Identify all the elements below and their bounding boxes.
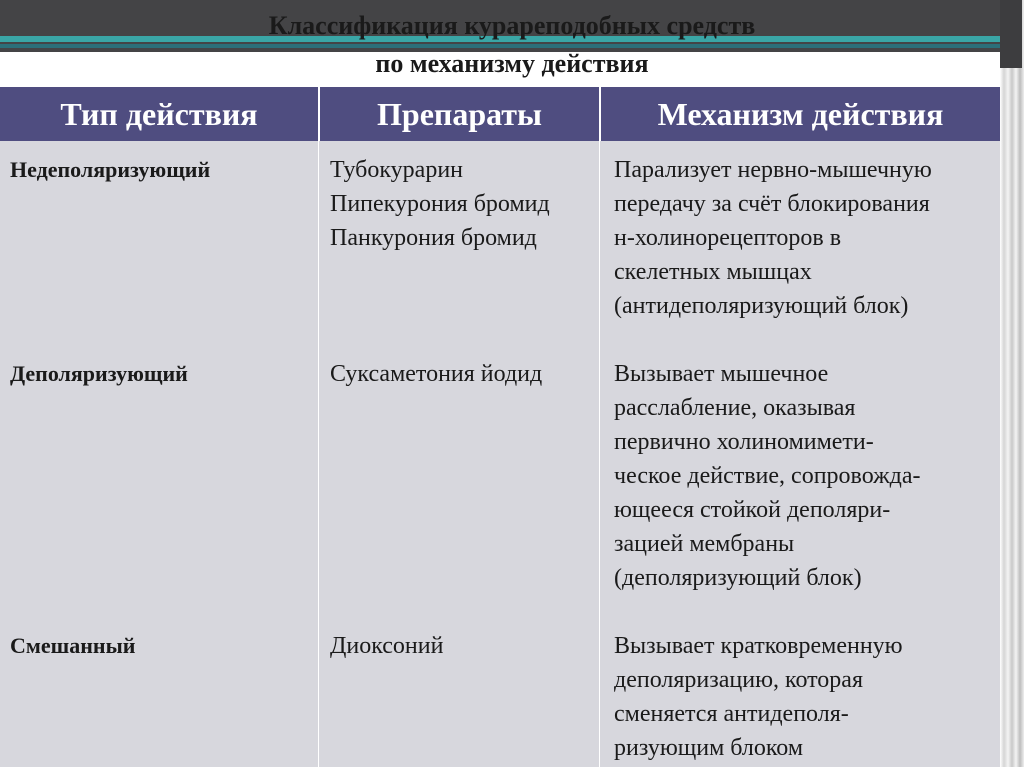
row-3-mechanism — [614, 629, 994, 765]
row-1-type: Недеполяризующий — [10, 157, 211, 182]
mechanism-line: ризующим блоком — [614, 735, 804, 761]
row-2-type: Деполяризующий — [10, 361, 188, 386]
column-divider — [318, 141, 319, 767]
table-header — [0, 86, 1000, 141]
row-1-drugs — [330, 153, 595, 255]
mechanism-line: скелетных мышцах — [614, 259, 812, 285]
mechanism-line: Вызывает кратковременную — [614, 633, 903, 659]
row-3-drugs — [330, 629, 595, 663]
mechanism-line: сменяется антидеполя- — [614, 701, 849, 727]
mechanism-line: расслабление, оказывая — [614, 395, 856, 421]
header-drugs: Препараты — [320, 87, 601, 141]
drug-item: Диоксоний — [330, 633, 444, 659]
mechanism-line: (антидеполяризующий блок) — [614, 293, 909, 319]
table-body — [0, 141, 1000, 767]
mechanism-line: ющееся стойкой деполяри- — [614, 497, 891, 523]
mechanism-line: Вызывает мышечное — [614, 361, 829, 387]
mechanism-line: зацией мембраны — [614, 531, 795, 557]
drug-item: Пипекурония бромид — [330, 191, 550, 217]
mechanism-line: деполяризацию, которая — [614, 667, 863, 693]
drug-item: Суксаметония йодид — [330, 361, 543, 387]
accent-stripe-dark — [0, 44, 1000, 48]
column-divider — [599, 141, 600, 767]
page-edge-decoration — [1000, 0, 1024, 767]
header-type: Тип действия — [0, 87, 320, 141]
mechanism-line: Парализует нервно-мышечную — [614, 157, 932, 183]
row-2-mechanism — [614, 357, 994, 595]
mechanism-line: (деполяризующий блок) — [614, 565, 862, 591]
slide-title-line-2: по механизму действия — [375, 49, 649, 78]
header-mechanism: Механизм действия — [657, 96, 944, 132]
drug-item: Тубокурарин — [330, 157, 464, 183]
mechanism-line: передачу за счёт блокирования — [614, 191, 930, 217]
slide-title-line-1: Классификация курареподобных средств — [268, 11, 756, 40]
drug-item: Панкурония бромид — [330, 225, 537, 251]
row-1-mechanism — [614, 153, 994, 323]
row-2-drugs — [330, 357, 595, 391]
mechanism-line: н-холинорецепторов в — [614, 225, 842, 251]
row-3-type: Смешанный — [10, 633, 136, 658]
mechanism-line: ческое действие, сопровожда- — [614, 463, 921, 489]
mechanism-line: первично холиномимети- — [614, 429, 874, 455]
